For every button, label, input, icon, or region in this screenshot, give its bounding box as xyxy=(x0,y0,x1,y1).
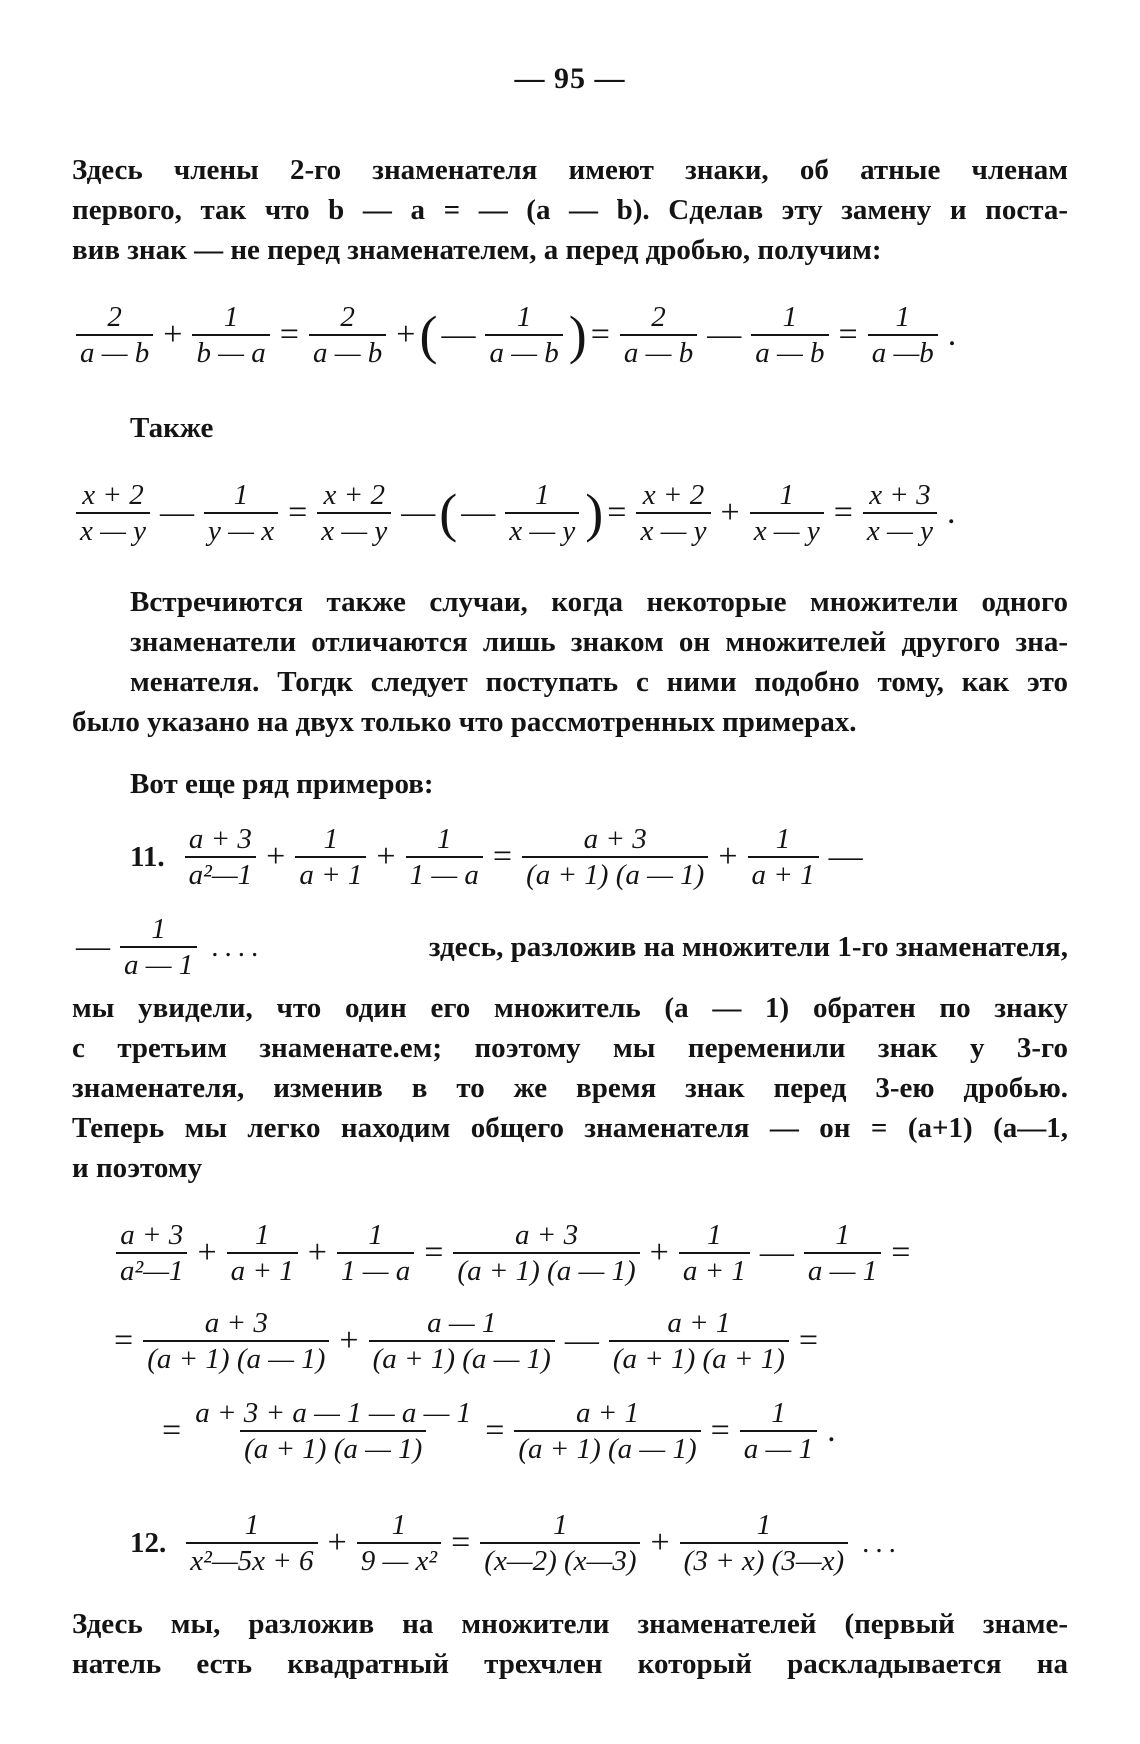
math-operator: ) xyxy=(568,305,587,365)
numerator: 1 xyxy=(254,1219,270,1251)
math-operator: + xyxy=(396,316,416,353)
fraction xyxy=(116,1218,187,1288)
fraction xyxy=(750,478,824,548)
numerator: 1 xyxy=(223,301,239,333)
paragraph-factoring xyxy=(72,1604,1068,1684)
text-line: менателя. Тогдк следует поступать с ними подобно тому, как это xyxy=(130,666,1068,698)
denominator: (a + 1) (a — 1) xyxy=(240,1430,426,1466)
math-operator: = xyxy=(590,316,610,353)
denominator: (x—2) (x—3) xyxy=(480,1542,640,1578)
denominator: y — x xyxy=(204,512,278,548)
denominator: a + 1 xyxy=(748,856,819,892)
numerator: 1 xyxy=(775,823,791,855)
numerator: 1 xyxy=(244,1509,260,1541)
fraction xyxy=(480,1508,640,1578)
math-operator: — xyxy=(461,494,496,531)
paragraph-intro xyxy=(72,150,1068,230)
numerator: x + 2 xyxy=(82,479,144,511)
math-operator: + xyxy=(339,1322,359,1359)
denominator: a — b xyxy=(309,334,386,370)
fraction xyxy=(185,822,256,892)
denominator: (a + 1) (a — 1) xyxy=(522,856,708,892)
denominator: (a + 1) (a — 1) xyxy=(143,1340,329,1376)
numerator: a + 3 xyxy=(204,1307,268,1339)
numerator: a + 1 xyxy=(575,1397,640,1429)
math-operator: — xyxy=(401,494,436,531)
math-operator: = xyxy=(114,1322,134,1359)
numerator: 1 xyxy=(779,479,794,511)
denominator: 1 — a xyxy=(337,1252,414,1288)
denominator: a — b xyxy=(76,334,153,370)
fraction xyxy=(679,1218,750,1288)
denominator: x — y xyxy=(750,512,824,548)
denominator: x — y xyxy=(505,512,579,548)
denominator: a — b xyxy=(620,334,697,370)
example-11 xyxy=(130,822,867,892)
math-operator: = xyxy=(607,494,627,531)
math-operator: — xyxy=(160,494,195,531)
math-operator: + xyxy=(307,1234,327,1271)
equation-3-row-1 xyxy=(110,1218,914,1288)
fraction xyxy=(680,1508,848,1578)
denominator: 1 — a xyxy=(406,856,483,892)
math-operator: + xyxy=(720,494,740,531)
math-operator: = xyxy=(424,1234,444,1271)
math-operator: . xyxy=(947,316,957,353)
numerator: 1 xyxy=(535,479,550,511)
fraction xyxy=(369,1306,555,1376)
denominator: (a + 1) (a — 1) xyxy=(369,1340,555,1376)
denominator: a²—1 xyxy=(116,1252,187,1288)
numerator: 1 xyxy=(368,1219,383,1251)
math-operator: + xyxy=(718,838,738,875)
math-operator: = xyxy=(838,316,858,353)
denominator: a — 1 xyxy=(804,1252,881,1288)
text-line: с третьим знаменате.ем; поэтому мы переменили знак у 3-го xyxy=(72,1032,1068,1064)
denominator: a + 1 xyxy=(295,856,366,892)
fraction xyxy=(204,478,278,548)
numerator: a + 3 xyxy=(120,1219,184,1251)
text-line: знаменателя, изменив в то же время знак перед 3-ею дробью. xyxy=(72,1072,1068,1104)
fraction xyxy=(317,478,391,548)
math-operator: — xyxy=(828,838,863,875)
math-operator: + xyxy=(649,1234,669,1271)
numerator: 1 xyxy=(707,1219,722,1251)
fraction xyxy=(76,300,153,370)
math-operator: . xyxy=(946,494,956,531)
more-examples-label: Вот еще ряд примеров: xyxy=(130,768,434,800)
text-line: вив знак — не перед знаменателем, а перед дробью, получим: xyxy=(72,234,882,266)
math-operator: + xyxy=(163,316,183,353)
math-operator: = xyxy=(162,1412,182,1449)
fraction xyxy=(357,1508,441,1578)
equation-1 xyxy=(70,300,960,370)
fraction xyxy=(868,300,938,370)
numerator: x + 3 xyxy=(869,479,931,511)
numerator: 1 xyxy=(756,1509,772,1541)
math-operator: = xyxy=(798,1322,819,1359)
fraction xyxy=(740,1396,817,1466)
math-operator: = xyxy=(451,1524,471,1561)
math-operator: = xyxy=(833,494,853,531)
numerator: 1 xyxy=(771,1397,786,1429)
numerator: a — 1 xyxy=(427,1307,497,1339)
numerator: 2 xyxy=(107,301,122,333)
fraction xyxy=(636,478,710,548)
denominator: a²—1 xyxy=(185,856,256,892)
fraction xyxy=(453,1218,639,1288)
example-number: 11. xyxy=(130,840,165,873)
denominator: b — a xyxy=(192,334,269,370)
numerator: a + 1 xyxy=(667,1307,731,1339)
numerator: x + 2 xyxy=(323,479,385,511)
denominator: x²—5x + 6 xyxy=(186,1542,317,1578)
math-operator: + xyxy=(197,1234,217,1271)
fraction xyxy=(295,822,366,892)
denominator: a + 1 xyxy=(227,1252,298,1288)
denominator: (a + 1) (a — 1) xyxy=(453,1252,639,1288)
numerator: 1 xyxy=(151,913,166,945)
denominator: (a + 1) (a + 1) xyxy=(609,1340,789,1376)
denominator: a — 1 xyxy=(740,1430,817,1466)
numerator: 1 xyxy=(895,301,910,333)
denominator: (a + 1) (a — 1) xyxy=(514,1430,700,1466)
denominator: x — y xyxy=(636,512,710,548)
paragraph-cases-end xyxy=(72,702,1068,742)
text-line: Встречиются также случаи, когда некоторые множители одного xyxy=(130,586,1068,618)
fraction xyxy=(191,1396,475,1466)
denominator: x — y xyxy=(863,512,937,548)
math-operator: — xyxy=(76,928,110,965)
fraction xyxy=(120,912,197,982)
fraction xyxy=(485,300,562,370)
numerator: x + 2 xyxy=(642,479,705,511)
ellipsis: .... xyxy=(211,930,265,963)
ellipsis: ... xyxy=(862,1526,902,1559)
math-operator: = xyxy=(279,316,299,353)
also-label: Также xyxy=(130,412,214,444)
fraction xyxy=(751,300,828,370)
denominator: a — b xyxy=(751,334,828,370)
denominator: a —b xyxy=(868,334,938,370)
equation-2 xyxy=(70,478,959,548)
math-operator: ) xyxy=(585,483,604,543)
math-operator: + xyxy=(327,1524,347,1561)
numerator: 1 xyxy=(516,301,532,333)
numerator: 1 xyxy=(323,823,339,855)
math-operator: + xyxy=(376,838,396,875)
math-operator: + xyxy=(266,838,286,875)
math-operator: . xyxy=(827,1412,836,1449)
fraction xyxy=(609,1306,789,1376)
numerator: a + 3 xyxy=(583,823,647,855)
denominator: (3 + x) (3—x) xyxy=(680,1542,848,1578)
denominator: a — b xyxy=(485,334,562,370)
math-operator: ( xyxy=(439,483,458,543)
paragraph-explanation xyxy=(72,988,1068,1148)
math-operator: = xyxy=(492,838,513,875)
page-number: — 95 — xyxy=(514,62,626,95)
numerator: 1 xyxy=(391,1509,407,1541)
fraction xyxy=(406,822,483,892)
denominator: a + 1 xyxy=(679,1252,750,1288)
example-number: 12. xyxy=(130,1526,167,1559)
text-line: здесь, разложив на множители 1-го знаменателя, xyxy=(428,930,1068,963)
text-line: натель есть квадратный трехчлен который раскладывается на xyxy=(72,1648,1068,1680)
numerator: a + 3 xyxy=(515,1219,579,1251)
numerator: 2 xyxy=(651,301,666,333)
fraction xyxy=(514,1396,700,1466)
text-line: и поэтому xyxy=(72,1152,203,1184)
example-11-continued xyxy=(72,912,1068,982)
text-line: знаменатели отличаются лишь знаком он множителей другого зна- xyxy=(130,626,1068,658)
math-operator: — xyxy=(759,1234,794,1271)
text-line: Здесь мы, разложив на множители знаменателей (первый знаме- xyxy=(72,1608,1068,1640)
equation-3-row-3 xyxy=(158,1396,840,1466)
fraction xyxy=(192,300,269,370)
numerator: 2 xyxy=(340,301,355,333)
math-operator: + xyxy=(650,1524,670,1561)
fraction xyxy=(748,822,819,892)
math-operator: = xyxy=(710,1412,730,1449)
text-line: первого, так что b — a = — (a — b). Сделав эту замену и поста- xyxy=(72,194,1068,226)
math-operator: = xyxy=(288,494,308,531)
paragraph-intro-end xyxy=(72,230,1068,270)
fraction xyxy=(804,1218,881,1288)
numerator: 1 xyxy=(782,301,798,333)
text-line: Теперь мы легко находим общего знаменателя — он = (a+1) (a—1, xyxy=(72,1112,1068,1144)
math-operator: — xyxy=(441,316,476,353)
fraction xyxy=(337,1218,414,1288)
equation-3-row-2 xyxy=(110,1306,822,1376)
fraction xyxy=(309,300,386,370)
math-operator: = xyxy=(891,1234,911,1271)
text-line: было указано на двух только что рассмотренных примерах. xyxy=(72,706,857,738)
paragraph-cases xyxy=(72,582,1068,702)
fraction xyxy=(620,300,697,370)
math-operator: — xyxy=(707,316,742,353)
fraction xyxy=(522,822,708,892)
text-line: Здесь члены 2-го знаменателя имеют знаки, об атные членам xyxy=(72,154,1068,186)
numerator: 1 xyxy=(233,479,249,511)
fraction xyxy=(863,478,937,548)
numerator: 1 xyxy=(553,1509,568,1541)
fraction xyxy=(505,478,579,548)
example-12 xyxy=(130,1508,902,1578)
numerator: a + 3 xyxy=(188,823,252,855)
denominator: x — y xyxy=(76,512,150,548)
numerator: 1 xyxy=(835,1219,850,1251)
numerator: a + 3 + a — 1 — a — 1 xyxy=(195,1397,472,1429)
math-operator: ( xyxy=(419,305,438,365)
fraction xyxy=(227,1218,298,1288)
denominator: 9 — x² xyxy=(357,1542,441,1578)
paragraph-explanation-end xyxy=(72,1148,1068,1188)
math-operator: — xyxy=(564,1322,599,1359)
fraction xyxy=(186,1508,317,1578)
text-line: мы увидели, что один его множитель (a — 1) обратен по знаку xyxy=(72,992,1068,1024)
denominator: a — 1 xyxy=(120,946,197,982)
fraction xyxy=(143,1306,329,1376)
denominator: x — y xyxy=(317,512,391,548)
numerator: 1 xyxy=(436,823,452,855)
math-operator: = xyxy=(485,1412,505,1449)
fraction xyxy=(76,478,150,548)
